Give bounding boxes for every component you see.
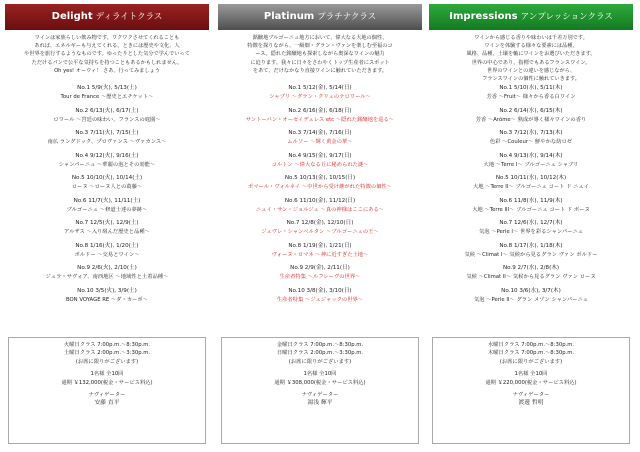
session-subject: ボルドー ～交易とワイン～ bbox=[74, 251, 140, 258]
schedule-entry bbox=[218, 197, 422, 220]
schedule-list bbox=[218, 84, 422, 334]
class-info-box bbox=[8, 337, 206, 444]
price: 通期 ￥220,000(税金・サービス料込) bbox=[485, 379, 577, 386]
session-date: No.10 3/5(火), 3/9(土) bbox=[77, 287, 137, 294]
schedule-entry bbox=[429, 197, 633, 220]
session-date: No.6 11/8(水), 11/9(木) bbox=[499, 197, 563, 204]
class-time: 日曜日クラス 2:00p.m.～3:30p.m. bbox=[276, 350, 364, 357]
price: 通期 ￥308,000(税金・サービス料込) bbox=[274, 379, 366, 386]
intro-line: フランスワインの個性に触れていきます。 bbox=[482, 76, 580, 82]
class-title-jp: ディライトクラス bbox=[95, 12, 163, 22]
session-date: No.2 6/16(金), 6/18(日) bbox=[288, 107, 352, 114]
session-date: No.1 5/12(金), 5/14(日) bbox=[288, 85, 352, 91]
seat-note: (お席に限りがございます) bbox=[288, 358, 352, 365]
intro-line: ワインを体験する様々な要素には品種、 bbox=[484, 43, 578, 50]
navigator-label: ナヴィゲーター bbox=[88, 392, 126, 399]
intro-line: ワインから感じる香りや味わいは千差万別です。 bbox=[474, 35, 588, 41]
seat-note: (お席に限りがございます) bbox=[75, 358, 139, 365]
session-subject: ポマール・ヴォルネイ ～中世から受け継がれた特徴の個性～ bbox=[247, 184, 393, 190]
session-date: No.10 3/8(金), 3/10(日) bbox=[288, 287, 352, 294]
schedule-entry bbox=[5, 129, 209, 152]
schedule-entry bbox=[5, 264, 209, 287]
session-subject: BON VOYAGE RE ～ダ・カーポ～ bbox=[65, 296, 149, 303]
schedule-list bbox=[429, 84, 633, 334]
seat-note: (お席に限りがございます) bbox=[499, 358, 563, 365]
session-date: No.8 1/19(金), 1/21(日) bbox=[288, 242, 352, 249]
session-subject: 気候 ～Climat II～ 気候から見るグラン ヴァン ローヌ bbox=[466, 274, 596, 280]
schedule-entry bbox=[218, 287, 422, 310]
schedule-entry bbox=[218, 107, 422, 130]
class-time: 金曜日クラス 7:00p.m.～8:30p.m. bbox=[276, 342, 364, 348]
session-subject: ブルゴーニュ ～修道士達の夢跡～ bbox=[66, 206, 148, 213]
session-date: No.7 12/5(火), 12/9(土) bbox=[75, 220, 139, 226]
intro-line: や世界を旅行するようなものです。ゆったりとした気分で学んでいって bbox=[24, 51, 190, 58]
session-count: 1名様 全10回 bbox=[90, 371, 124, 378]
class-title: Impressions bbox=[449, 11, 518, 22]
session-subject: コルトン ～偉大なる丘に秘められた謎～ bbox=[271, 161, 369, 168]
class-title: Platinum bbox=[263, 11, 315, 22]
session-date: No.5 10/13(金), 10/15(日) bbox=[284, 175, 356, 181]
session-subject: アルザス ～入り組んだ歴史と品種～ bbox=[63, 229, 150, 235]
session-subject: 気泡 ～Perle I～ 世界を彩るシャンパーニュ bbox=[478, 229, 584, 235]
session-subject: 気泡 ～Perle II～ グラン メゾン シャンパーニュ bbox=[473, 296, 589, 303]
session-date: No.2 6/13(火), 6/17(土) bbox=[75, 107, 139, 114]
schedule-entry bbox=[429, 84, 633, 107]
session-count: 1名様 全10回 bbox=[514, 371, 548, 378]
navigator-label: ナヴィゲーター bbox=[301, 392, 339, 399]
schedule-entry bbox=[218, 174, 422, 197]
session-date: No.1 5/10(水), 5/11(木) bbox=[499, 85, 563, 91]
intro-line: あれば、エネルギーも与えてくれる。ときには歴史や文化、人 bbox=[34, 43, 180, 50]
schedule-entry bbox=[5, 219, 209, 242]
intro-text bbox=[221, 34, 419, 82]
schedule-entry bbox=[5, 107, 209, 130]
delight-class-column bbox=[5, 4, 209, 448]
session-subject: 南仏 ラングドック、プロヴァンス ～ヴァカンス～ bbox=[47, 139, 167, 145]
session-subject: Tour de France ～歴史とエチケット～ bbox=[60, 94, 154, 100]
intro-line: 特徴を探りながら、一級畑・グラン・ヴァンを楽しむ至福のコ bbox=[247, 43, 393, 50]
session-subject: 大地 ～Terre I～ ブルゴーニュ シャブリ bbox=[483, 161, 579, 168]
schedule-entry bbox=[218, 129, 422, 152]
session-subject: ヴォーヌ・ロマネ ～神に近すぎた土地～ bbox=[271, 251, 369, 258]
session-date: No.8 1/17(水), 1/18(木) bbox=[499, 242, 563, 249]
class-time: 木曜日クラス 7:00p.m.～8:30p.m. bbox=[487, 350, 575, 357]
schedule-entry bbox=[429, 242, 633, 265]
session-date: No.4 9/12(火), 9/16(土) bbox=[75, 152, 139, 159]
session-subject: シャブリ ～グラン・クリュのテロワール～ bbox=[269, 94, 371, 100]
session-count: 1名様 全10回 bbox=[303, 371, 337, 378]
schedule-entry bbox=[218, 152, 422, 175]
column-header bbox=[5, 4, 209, 30]
schedule-list bbox=[5, 84, 209, 334]
session-date: No.3 7/11(火), 7/15(土) bbox=[75, 130, 139, 136]
intro-line: 銘醸地ブルゴーニュ地方において、偉大なる大地の個性、 bbox=[252, 35, 388, 41]
session-subject: ジュラ・サヴォア、南西地区 ～地域性と土着品種～ bbox=[45, 274, 169, 280]
session-subject: ロワール ～宮廷の味わい、フランスの庭園～ bbox=[53, 116, 161, 123]
intro-text bbox=[432, 34, 630, 82]
session-subject: ジュヴレ・シャンベルタン ～ブルゴーニュの王～ bbox=[261, 229, 379, 235]
session-date: No.3 7/12(水), 7/13(木) bbox=[499, 130, 563, 136]
schedule-entry bbox=[218, 264, 422, 287]
session-subject: 気候 ～Climat I～ 気候から見るグラン ヴァン ボルドー bbox=[464, 251, 598, 258]
session-date: No.1 5/9(火), 5/13(土) bbox=[77, 85, 137, 91]
schedule-entry bbox=[5, 287, 209, 310]
intro-line: ただけるパンで公平な気持ちを持つこともあるかもしれません。 bbox=[31, 59, 183, 66]
intro-line: 世界の中心であり、指標でもあるフランスワイン。 bbox=[471, 59, 591, 66]
schedule-entry bbox=[5, 84, 209, 107]
class-time: 水曜日クラス 7:00p.m.～8:30p.m. bbox=[487, 342, 575, 348]
schedule-entry bbox=[5, 152, 209, 175]
session-subject: ニュイ・サン・ジョルジュ ～真の神様はここにある～ bbox=[255, 206, 385, 213]
session-date: No.7 12/8(金), 12/10(日) bbox=[286, 220, 354, 226]
intro-line: をあて、だけなかなり直接ワインに触れていただきます。 bbox=[252, 67, 388, 74]
session-subject: ローヌ ～ローヌ人との葛藤～ bbox=[71, 184, 143, 190]
session-subject: 芳香 ～Fruit～ 様々から香る白ワイン bbox=[486, 94, 576, 100]
class-title-jp: アンプレッションクラス bbox=[520, 12, 613, 22]
class-time: 火曜日クラス 7:00p.m.～8:30p.m. bbox=[63, 342, 151, 348]
session-subject: 色彩 ～Couleur～ 鮮やかな紡ロゼ bbox=[489, 139, 573, 145]
schedule-entry bbox=[429, 219, 633, 242]
schedule-entry bbox=[429, 107, 633, 130]
schedule-entry bbox=[218, 84, 422, 107]
session-subject: 大地 ～Terre II～ ブルゴーニュ コート ド ニュイ bbox=[472, 184, 590, 190]
column-header bbox=[429, 4, 633, 30]
session-date: No.7 12/6(水), 12/7(木) bbox=[499, 220, 563, 226]
schedule-entry bbox=[5, 197, 209, 220]
class-title: Delight bbox=[51, 11, 93, 22]
column-header bbox=[218, 4, 422, 30]
intro-line: 世界のワインとの違いを感じながら、 bbox=[486, 67, 576, 74]
session-date: No.2 6/14(水), 6/15(木) bbox=[499, 107, 563, 114]
session-date: No.5 10/10(火), 10/14(土) bbox=[71, 175, 143, 181]
session-date: No.9 2/7(水), 2/8(木) bbox=[502, 265, 560, 271]
navigator-name: 湯浅 輝平 bbox=[307, 400, 333, 407]
schedule-entry bbox=[218, 242, 422, 265]
session-subject: 生産者特集 ～ルフレーヴの世界～ bbox=[279, 274, 361, 280]
price: 通期 ￥132,000(税金・サービス料込) bbox=[61, 379, 153, 386]
session-date: No.4 9/15(金), 9/17(日) bbox=[288, 152, 352, 159]
session-subject: シャンパーニュ ～華麗の泡とその効能～ bbox=[58, 161, 156, 168]
session-date: No.8 1/16(火), 1/20(土) bbox=[75, 242, 139, 249]
schedule-entry bbox=[5, 242, 209, 265]
session-subject: 生産者特集 ～ジュジャックの世界～ bbox=[276, 296, 364, 303]
platinum-class-column bbox=[218, 4, 422, 448]
navigator-name: 渡邊 哲明 bbox=[518, 400, 544, 407]
session-date: No.3 7/14(金), 7/16(日) bbox=[288, 130, 352, 136]
session-subject: 芳香 ～Arôme～ 熟成が導く様々ワインの香り bbox=[475, 116, 587, 123]
schedule-entry bbox=[429, 174, 633, 197]
session-subject: 大地 ～Terre III～ ブルゴーニュ コート ド ボーヌ bbox=[472, 206, 590, 213]
class-info-box bbox=[221, 337, 419, 444]
schedule-entry bbox=[5, 174, 209, 197]
class-time: 土曜日クラス 2:00p.m.～3:30p.m. bbox=[63, 350, 151, 357]
session-subject: ムルソー ～輝く黄金の華～ bbox=[287, 139, 353, 145]
session-date: No.5 10/11(水), 10/12(木) bbox=[495, 175, 567, 181]
intro-line: に迫ります。我々に日々をさわやくトップ生産者にスポット bbox=[250, 59, 390, 66]
schedule-entry bbox=[429, 264, 633, 287]
schedule-entry bbox=[218, 219, 422, 242]
schedule-entry bbox=[429, 129, 633, 152]
navigator-name: 安藤 直平 bbox=[94, 400, 120, 407]
impressions-class-column bbox=[429, 4, 633, 448]
schedule-entry bbox=[429, 152, 633, 175]
schedule-entry bbox=[429, 287, 633, 310]
session-date: No.9 2/6(火), 2/10(土) bbox=[77, 265, 137, 271]
navigator-label: ナヴィゲーター bbox=[512, 392, 550, 399]
intro-line: 風格、品種、土壌を軸にワインをお選びいただきます。 bbox=[466, 51, 596, 58]
session-subject: サントーバン・オーセイデュレス etc ～隠れた銘醸地を巡る～ bbox=[245, 116, 395, 123]
session-date: No.9 2/9(金), 2/11(日) bbox=[290, 265, 350, 271]
session-date: No.4 9/13(水), 9/14(木) bbox=[499, 152, 563, 159]
intro-text bbox=[8, 34, 206, 82]
session-date: No.10 3/6(水), 3/7(木) bbox=[501, 287, 561, 294]
class-info-box bbox=[432, 337, 630, 444]
session-date: No.6 11/10(金), 11/12(日) bbox=[284, 197, 356, 204]
intro-line: ワインは家族らしい飲み物です。ワクワクさせてくれることも bbox=[34, 35, 180, 41]
intro-line: Oh yes! オーウィ！ さあ、行ってみましょう bbox=[54, 67, 160, 74]
class-title-jp: プラチナクラス bbox=[317, 12, 377, 22]
session-date: No.6 11/7(火), 11/11(土) bbox=[73, 197, 141, 204]
intro-line: ース。隠れた銘醸地も探索しながら奥深なワインの魅力 bbox=[255, 51, 385, 58]
